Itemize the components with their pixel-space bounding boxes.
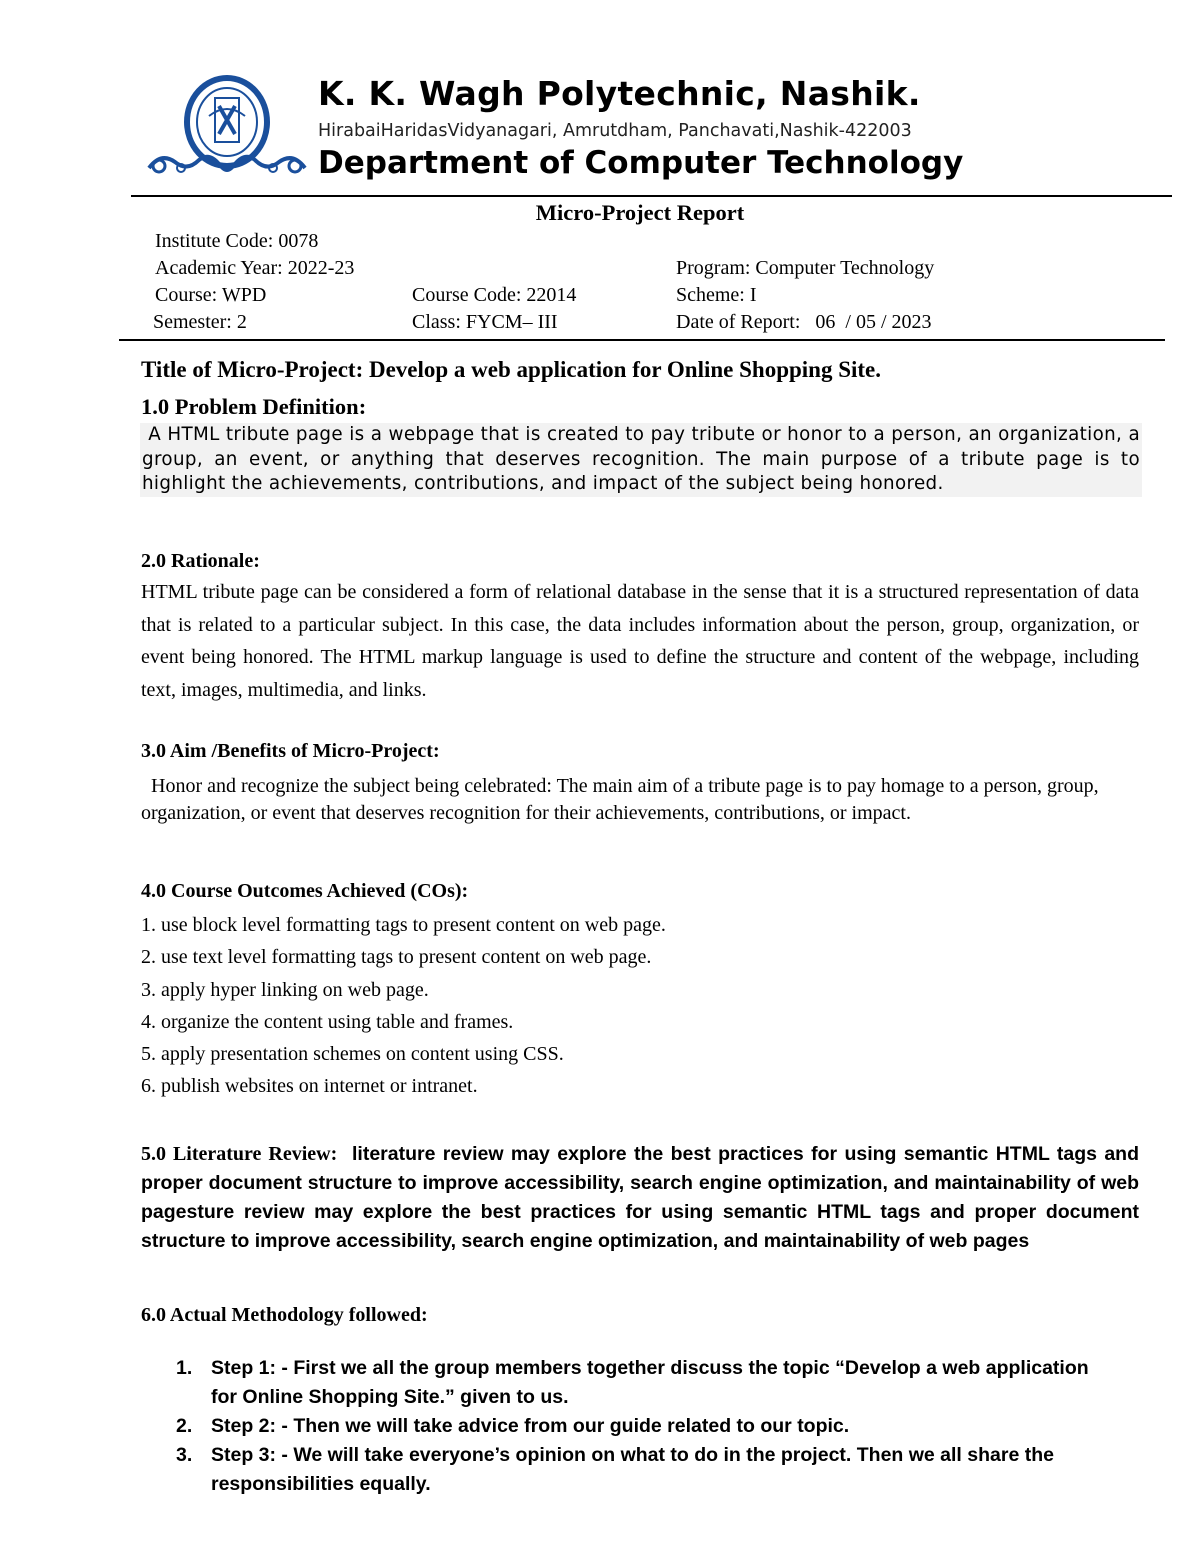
- department-name: Department of Computer Technology: [318, 145, 964, 181]
- header-divider: [131, 195, 1172, 197]
- academic-year: Academic Year: 2022-23: [155, 257, 355, 279]
- course: Course: WPD: [155, 284, 267, 306]
- list-item: 3. apply hyper linking on web page.: [141, 978, 429, 1001]
- class: Class: FYCM– III: [412, 311, 558, 333]
- literature-review-body: literature review may explore the best practices for using semantic HTML tags and proper document structure to improve accessibility, search engine optimization, and maintainability of web pagesture review may explore the best practices for using semantic HTML tags and proper document structure to improve accessibility, search engine optimization, and maintainability of web pages: [141, 1143, 1145, 1252]
- list-item: 5. apply presentation schemes on content using CSS.: [141, 1043, 564, 1066]
- step-number: 3.: [176, 1444, 193, 1466]
- methodology-steps: [176, 1354, 1116, 1499]
- course-outcomes-list: [141, 909, 1141, 1103]
- methodology-heading: 6.0 Actual Methodology followed:: [141, 1304, 428, 1326]
- list-item: [176, 1354, 1116, 1412]
- institute-code: Institute Code: 0078: [155, 230, 319, 252]
- institute-emblem-icon: [143, 72, 311, 184]
- rationale-body: HTML tribute page can be considered a form of relational database in the sense that it is a structured representation of data that is related to a particular subject. In this case, the data includes information about the person, group, organization, or event being honored. The HTML markup language is used to define the structure and content of the webpage, including text, images, multimedia, and links.: [141, 581, 1139, 701]
- semester: Semester: 2: [153, 311, 247, 333]
- institute-address: HirabaiHaridasVidyanagari, Amrutdham, Panchavati,Nashik-422003: [318, 121, 912, 141]
- problem-definition-heading: 1.0 Problem Definition:: [141, 394, 367, 419]
- step-text: Step 3: - We will take everyone’s opinion on what to do in the project. Then we all share the responsibilities equally.: [211, 1444, 1054, 1495]
- date-of-report: Date of Report: 06 / 05 / 2023: [676, 311, 932, 333]
- aim-body: Honor and recognize the subject being celebrated: The main aim of a tribute page is to pay homage to a person, group, organization, or event that deserves recognition for their achievements, contributions, or impact.: [141, 775, 1104, 824]
- list-item: 1. use block level formatting tags to present content on web page.: [141, 914, 666, 936]
- list-item: 2. use text level formatting tags to present content on web page.: [141, 946, 652, 969]
- literature-review: [141, 1140, 1145, 1256]
- list-item: 4. organize the content using table and frames.: [141, 1010, 514, 1033]
- project-title: Title of Micro-Project: Develop a web application for Online Shopping Site.: [141, 357, 882, 382]
- literature-review-heading: 5.0 Literature Review:: [141, 1143, 338, 1165]
- course-outcomes-heading: 4.0 Course Outcomes Achieved (COs):: [141, 880, 469, 902]
- aim-heading: 3.0 Aim /Benefits of Micro-Project:: [141, 740, 440, 762]
- step-text: Step 2: - Then we will take advice from our guide related to our topic.: [211, 1415, 850, 1437]
- program: Program: Computer Technology: [676, 257, 935, 279]
- step-text: Step 1: - First we all the group members together discuss the topic “Develop a web application for Online Shopping Site.” given to us.: [211, 1357, 1089, 1408]
- list-item: [176, 1412, 1116, 1441]
- step-number: 2.: [176, 1415, 193, 1437]
- institute-name: K. K. Wagh Polytechnic, Nashik.: [318, 74, 921, 113]
- scheme: Scheme: I: [676, 284, 757, 306]
- list-item: 6. publish websites on internet or intranet.: [141, 1075, 478, 1098]
- rationale-heading: 2.0 Rationale:: [141, 550, 260, 572]
- info-divider: [119, 339, 1165, 341]
- step-number: 1.: [176, 1357, 193, 1379]
- report-title: Micro-Project Report: [535, 200, 745, 225]
- course-code: Course Code: 22014: [412, 284, 577, 306]
- list-item: [176, 1441, 1116, 1499]
- problem-definition-body: A HTML tribute page is a webpage that is created to pay tribute or honor to a person, an organization, a group, an event, or anything that deserves recognition. The main purpose of a tribute page is to highlight the achievements, contributions, and impact of the subject being honored.: [140, 423, 1142, 497]
